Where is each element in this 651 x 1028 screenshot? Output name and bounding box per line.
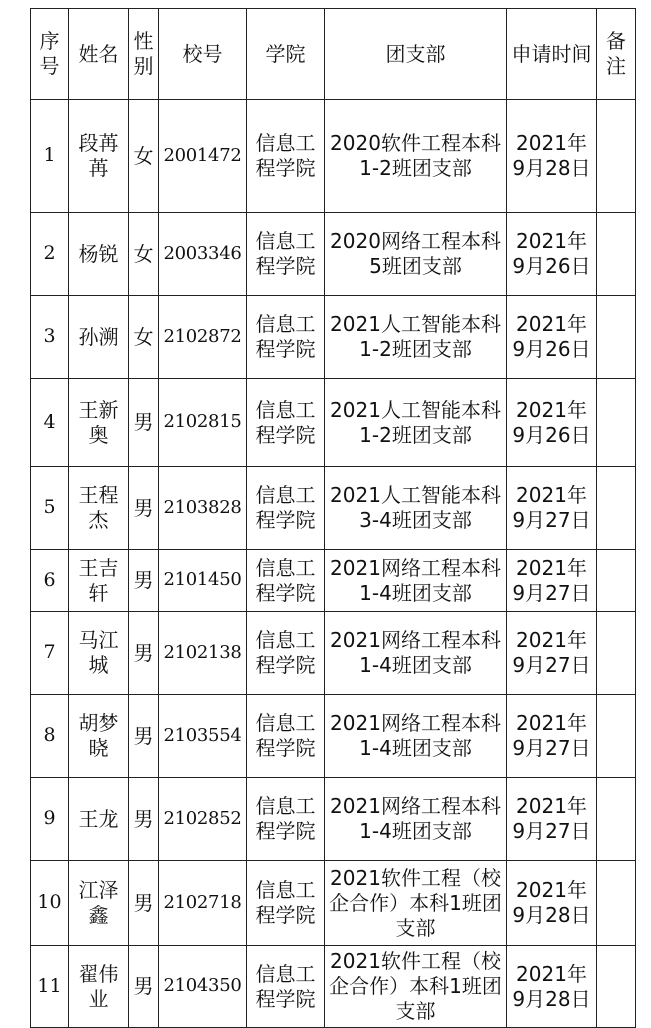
cell-seq: 2 xyxy=(31,213,69,296)
table-row xyxy=(31,550,636,612)
header-branch: 团支部 xyxy=(325,9,507,100)
cell-gender: 男 xyxy=(129,778,159,861)
cell-seq: 8 xyxy=(31,695,69,778)
cell-branch: 2021人工智能本科1-2班团支部 xyxy=(325,379,507,467)
cell-remarks xyxy=(597,695,636,778)
cell-seq: 1 xyxy=(31,100,69,213)
cell-college: 信息工程学院 xyxy=(247,379,325,467)
cell-seq: 9 xyxy=(31,778,69,861)
header-student-id: 校号 xyxy=(159,9,247,100)
cell-seq: 6 xyxy=(31,550,69,612)
table-row xyxy=(31,100,636,213)
cell-student-id: 2101450 xyxy=(159,550,247,612)
cell-gender: 男 xyxy=(129,861,159,946)
cell-gender: 男 xyxy=(129,379,159,467)
cell-college: 信息工程学院 xyxy=(247,861,325,946)
cell-apply-time: 2021年9月27日 xyxy=(507,550,597,612)
cell-gender: 男 xyxy=(129,550,159,612)
cell-student-id: 2104350 xyxy=(159,946,247,1028)
header-remarks: 备注 xyxy=(597,9,636,100)
cell-student-id: 2102718 xyxy=(159,861,247,946)
cell-gender: 男 xyxy=(129,946,159,1028)
cell-remarks xyxy=(597,296,636,379)
cell-student-id: 2003346 xyxy=(159,213,247,296)
cell-gender: 女 xyxy=(129,100,159,213)
cell-branch: 2020软件工程本科1-2班团支部 xyxy=(325,100,507,213)
cell-gender: 女 xyxy=(129,213,159,296)
cell-name: 杨锐 xyxy=(69,213,129,296)
cell-college: 信息工程学院 xyxy=(247,612,325,695)
cell-remarks xyxy=(597,467,636,550)
cell-name: 王龙 xyxy=(69,778,129,861)
cell-college: 信息工程学院 xyxy=(247,778,325,861)
cell-remarks xyxy=(597,100,636,213)
header-name: 姓名 xyxy=(69,9,129,100)
cell-apply-time: 2021年9月28日 xyxy=(507,946,597,1028)
applicant-table xyxy=(30,8,636,1028)
cell-student-id: 2102815 xyxy=(159,379,247,467)
cell-apply-time: 2021年9月27日 xyxy=(507,778,597,861)
header-seq: 序号 xyxy=(31,9,69,100)
cell-remarks xyxy=(597,946,636,1028)
table-body xyxy=(31,100,636,1028)
cell-name: 马江城 xyxy=(69,612,129,695)
cell-apply-time: 2021年9月26日 xyxy=(507,379,597,467)
cell-remarks xyxy=(597,213,636,296)
cell-name: 孙溯 xyxy=(69,296,129,379)
cell-apply-time: 2021年9月28日 xyxy=(507,861,597,946)
table-row xyxy=(31,861,636,946)
cell-branch: 2021网络工程本科1-4班团支部 xyxy=(325,695,507,778)
cell-name: 王程杰 xyxy=(69,467,129,550)
cell-name: 王新奥 xyxy=(69,379,129,467)
table-row xyxy=(31,296,636,379)
cell-seq: 5 xyxy=(31,467,69,550)
cell-name: 胡梦晓 xyxy=(69,695,129,778)
cell-branch: 2021软件工程（校企合作）本科1班团支部 xyxy=(325,861,507,946)
cell-branch: 2021网络工程本科1-4班团支部 xyxy=(325,612,507,695)
header-apply-time: 申请时间 xyxy=(507,9,597,100)
cell-student-id: 2102872 xyxy=(159,296,247,379)
cell-name: 段苒苒 xyxy=(69,100,129,213)
cell-college: 信息工程学院 xyxy=(247,550,325,612)
table-row xyxy=(31,612,636,695)
cell-college: 信息工程学院 xyxy=(247,695,325,778)
cell-apply-time: 2021年9月27日 xyxy=(507,695,597,778)
cell-college: 信息工程学院 xyxy=(247,467,325,550)
header-college: 学院 xyxy=(247,9,325,100)
table-row xyxy=(31,695,636,778)
cell-gender: 女 xyxy=(129,296,159,379)
cell-remarks xyxy=(597,778,636,861)
cell-remarks xyxy=(597,612,636,695)
table-row xyxy=(31,467,636,550)
cell-apply-time: 2021年9月28日 xyxy=(507,100,597,213)
cell-gender: 男 xyxy=(129,467,159,550)
cell-student-id: 2103828 xyxy=(159,467,247,550)
cell-name: 翟伟业 xyxy=(69,946,129,1028)
cell-gender: 男 xyxy=(129,612,159,695)
cell-apply-time: 2021年9月26日 xyxy=(507,213,597,296)
cell-branch: 2021人工智能本科3-4班团支部 xyxy=(325,467,507,550)
cell-student-id: 2103554 xyxy=(159,695,247,778)
header-gender: 性别 xyxy=(129,9,159,100)
table-row xyxy=(31,778,636,861)
cell-remarks xyxy=(597,861,636,946)
cell-college: 信息工程学院 xyxy=(247,946,325,1028)
cell-branch: 2021网络工程本科1-4班团支部 xyxy=(325,778,507,861)
table-row xyxy=(31,946,636,1028)
cell-seq: 7 xyxy=(31,612,69,695)
cell-name: 王吉轩 xyxy=(69,550,129,612)
cell-student-id: 2001472 xyxy=(159,100,247,213)
cell-college: 信息工程学院 xyxy=(247,100,325,213)
cell-apply-time: 2021年9月27日 xyxy=(507,467,597,550)
table-row xyxy=(31,379,636,467)
cell-name: 江泽鑫 xyxy=(69,861,129,946)
cell-apply-time: 2021年9月27日 xyxy=(507,612,597,695)
cell-seq: 10 xyxy=(31,861,69,946)
header-row xyxy=(31,9,636,100)
cell-branch: 2021网络工程本科1-4班团支部 xyxy=(325,550,507,612)
cell-seq: 4 xyxy=(31,379,69,467)
cell-remarks xyxy=(597,379,636,467)
cell-seq: 3 xyxy=(31,296,69,379)
cell-gender: 男 xyxy=(129,695,159,778)
cell-apply-time: 2021年9月26日 xyxy=(507,296,597,379)
table-row xyxy=(31,213,636,296)
cell-student-id: 2102138 xyxy=(159,612,247,695)
cell-remarks xyxy=(597,550,636,612)
cell-branch: 2021软件工程（校企合作）本科1班团支部 xyxy=(325,946,507,1028)
cell-college: 信息工程学院 xyxy=(247,296,325,379)
cell-branch: 2020网络工程本科5班团支部 xyxy=(325,213,507,296)
cell-seq: 11 xyxy=(31,946,69,1028)
cell-student-id: 2102852 xyxy=(159,778,247,861)
cell-branch: 2021人工智能本科1-2班团支部 xyxy=(325,296,507,379)
cell-college: 信息工程学院 xyxy=(247,213,325,296)
